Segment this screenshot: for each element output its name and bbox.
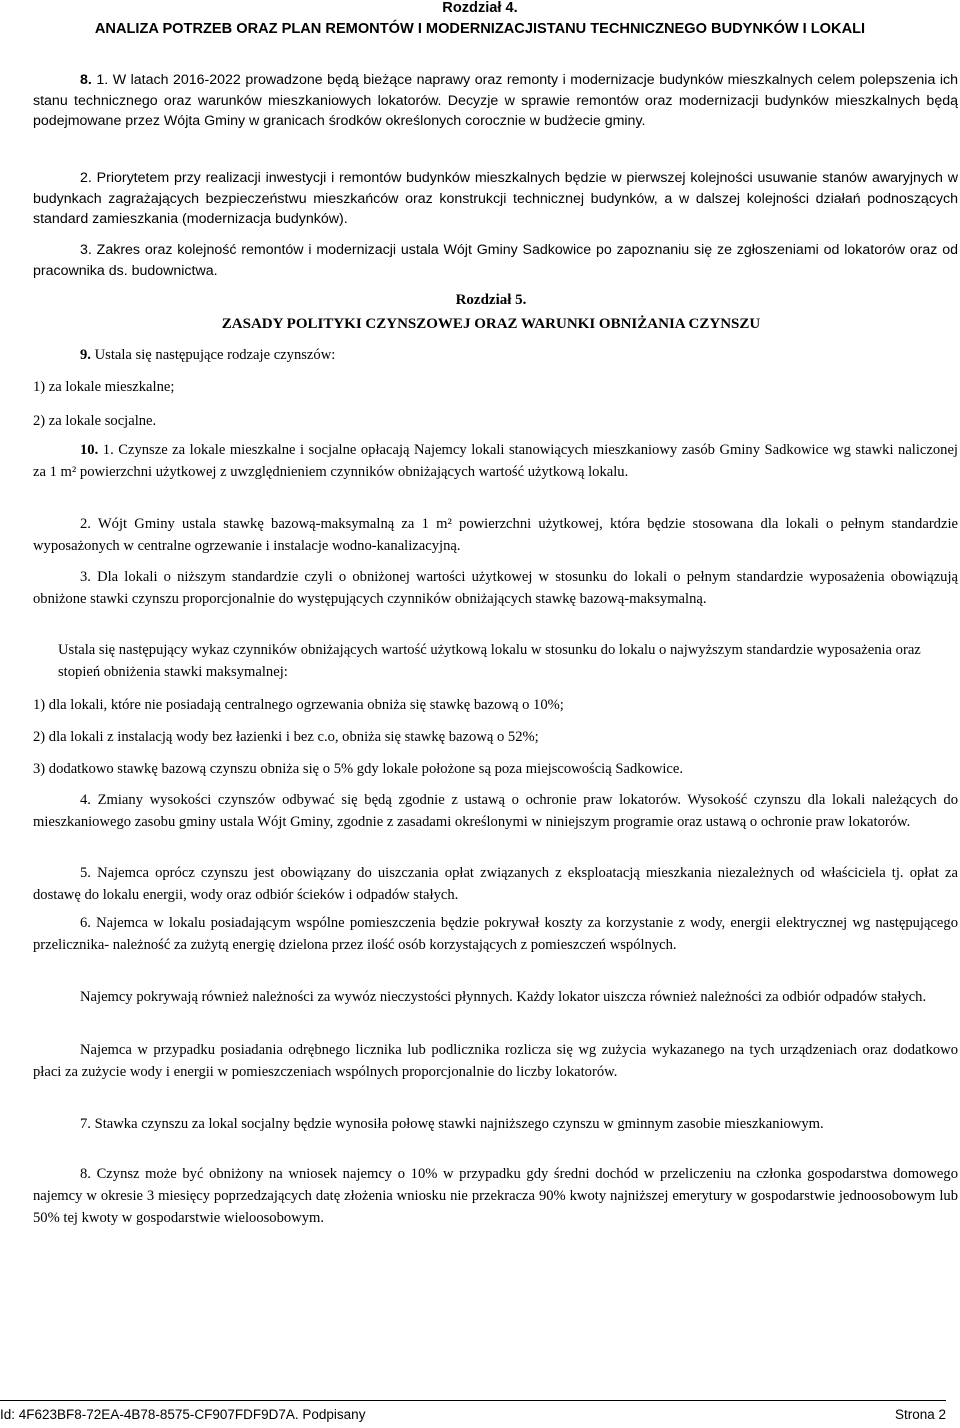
section-10-item-1: 1) dla lokali, które nie posiadają centralnego ogrzewania obniża się stawkę bazową o 10%; [33, 697, 564, 713]
chapter-4-title: Rozdział 4. [442, 0, 518, 16]
section-10-paragraph-3: 3. Dla lokali o niższym standardzie czyli o obniżonej wartości użytkowej w stosunku do lokali o pełnym standardzie wyposażenia obowiązują obniżone stawki czynszu proporcjonalnie do występujących czynników obniżających stawkę bazową-maksymalną. [33, 569, 958, 607]
section-10-paragraph-7: 7. Stawka czynszu za lokal socjalny będzie wynosiła połowę stawki najniższego czynszu w gminnym zasobie mieszkaniowym. [80, 1116, 824, 1132]
section-9-item-1: 1) za lokale mieszkalne; [33, 379, 175, 395]
section-10-paragraph-3b: Ustala się następujący wykaz czynników obniżających wartość użytkową lokalu w stosunku do lokalu o najwyższym standardzie wyposażenia oraz stopień obniżenia stawki maksymalnej: [58, 642, 921, 680]
section-10-paragraph-6c: Najemca w przypadku posiadania odrębnego licznika lub podlicznika rozlicza się wg zużycia wykazanego na tych urządzeniach oraz dodatkowo płaci za zużycie wody i energii w pomieszczeniach wspólnych proporcjonalnie do liczby lokatorów. [33, 1042, 958, 1080]
section-10-paragraph-4: 4. Zmiany wysokości czynszów odbywać się będą zgodnie z ustawą o ochronie praw lokatorów. Wysokość czynszu dla lokali należących do mieszkaniowego zasobu gminy ustala Wójt Gminy, zgodnie z zasadami określonymi w niniejszym programie oraz ustawą o ochronie praw lokatorów. [33, 792, 958, 830]
section-10-paragraph-8: 8. Czynsz może być obniżony na wniosek najemcy o 10% w przypadku gdy średni dochód w przeliczeniu na członka gospodarstwa domowego najemcy w okresie 3 miesięcy poprzedzających datę złożenia wniosku nie przekracza 90% kwoty najniższej emerytury w gospodarstwie jednoosobowym lub 50% tej kwoty w gospodarstwie wieloosobowym. [33, 1166, 958, 1226]
section-9-intro [33, 344, 958, 366]
section-10-paragraph-6b: Najemcy pokrywają również należności za wywóz nieczystości płynnych. Każdy lokator uiszcza również należności za odbiór odpadów stałych. [80, 989, 927, 1005]
chapter-5-subtitle: ZASADY POLITYKI CZYNSZOWEJ ORAZ WARUNKI OBNIŻANIA CZYNSZU [221, 316, 761, 332]
section-10-number: 10. [80, 442, 99, 458]
section-10-item-3: 3) dodatkowo stawkę bazową czynszu obniża się o 5% gdy lokale położone są poza miejscowością Sadkowice. [33, 761, 684, 777]
section-10-text-1: 1. Czynsze za lokale mieszkalne i socjalne opłacają Najemcy lokali stanowiących mieszkaniowy zasób Gminy Sadkowice wg stawki naliczonej za 1 m² powierzchni użytkowej z uwzględnieniem czynników obniżających wartość użytkową lokalu. [33, 442, 958, 480]
page-footer [0, 1405, 946, 1425]
section-8-paragraph-2: 2. Priorytetem przy realizacji inwestycji i remontów budynków mieszkalnych będzie w pierwszej kolejności usuwanie stanów awaryjnych w budynkach zagrażających bezpieczeństwu mieszkańców oraz konstrukcji technicznej budynków, a w dalszej kolejności działań podnoszących standard zamieszkania (modernizacja budynków). [33, 170, 958, 227]
page-number: Strona 2 [894, 1407, 946, 1422]
section-10-paragraph-6: 6. Najemca w lokalu posiadającym wspólne pomieszczenia będzie pokrywał koszty za korzystanie z wody, energii elektrycznej wg następującego przelicznika- należność za zużytą energię dzielona przez ilość osób korzystających z pomieszczeń wspólnych. [33, 915, 958, 953]
section-8-paragraph-3: 3. Zakres oraz kolejność remontów i modernizacji ustala Wójt Gminy Sadkowice po zapoznaniu się ze zgłoszeniami od lokatorów oraz od pracownika ds. budownictwa. [33, 242, 958, 279]
chapter-5-title: Rozdział 5. [455, 292, 527, 308]
section-8-paragraph-1 [33, 70, 958, 132]
section-9-text: Ustala się następujące rodzaje czynszów: [90, 347, 336, 363]
document-id: Id: 4F623BF8-72EA-4B78-8575-CF907FDF9D7A. Podpisany [0, 1407, 366, 1422]
footer-divider [0, 1400, 946, 1401]
section-10-paragraph-5: 5. Najemca oprócz czynszu jest obowiązany do uiszczania opłat związanych z eksploatacją mieszkania niezależnych od właściciela tj. opłat za dostawę do lokalu energii, wody oraz odbiór ścieków i odpadów stałych. [33, 865, 958, 903]
section-8-number: 8. [80, 72, 92, 88]
section-8-text-1: 1. W latach 2016-2022 prowadzone będą bieżące naprawy oraz remonty i modernizacje budynków mieszkalnych celem polepszenia ich stanu technicznego oraz warunków mieszkaniowych lokatorów. Decyzje w sprawie remontów oraz modernizacji budynków mieszkalnych będą podejmowane przez Wójta Gminy w granicach środków określonych corocznie w budżecie gminy. [33, 72, 958, 129]
section-10-paragraph-1 [33, 439, 958, 483]
section-9-number: 9. [80, 347, 91, 363]
section-9-item-2: 2) za lokale socjalne. [33, 413, 157, 429]
chapter-4-subtitle: ANALIZA POTRZEB ORAZ PLAN REMONTÓW I MODERNIZACJISTANU TECHNICZNEGO BUDYNKÓW I LOKALI [94, 21, 866, 37]
section-10-item-2: 2) dla lokali z instalacją wody bez łazienki i bez c.o, obniża się stawkę bazową o 52%; [33, 729, 539, 745]
section-10-paragraph-2: 2. Wójt Gminy ustala stawkę bazową-maksymalną za 1 m² powierzchni użytkowej, która będzie stosowana dla lokali o pełnym standardzie wyposażonych w centralne ogrzewanie i instalacje wodno-kanalizacyjną. [33, 516, 958, 554]
